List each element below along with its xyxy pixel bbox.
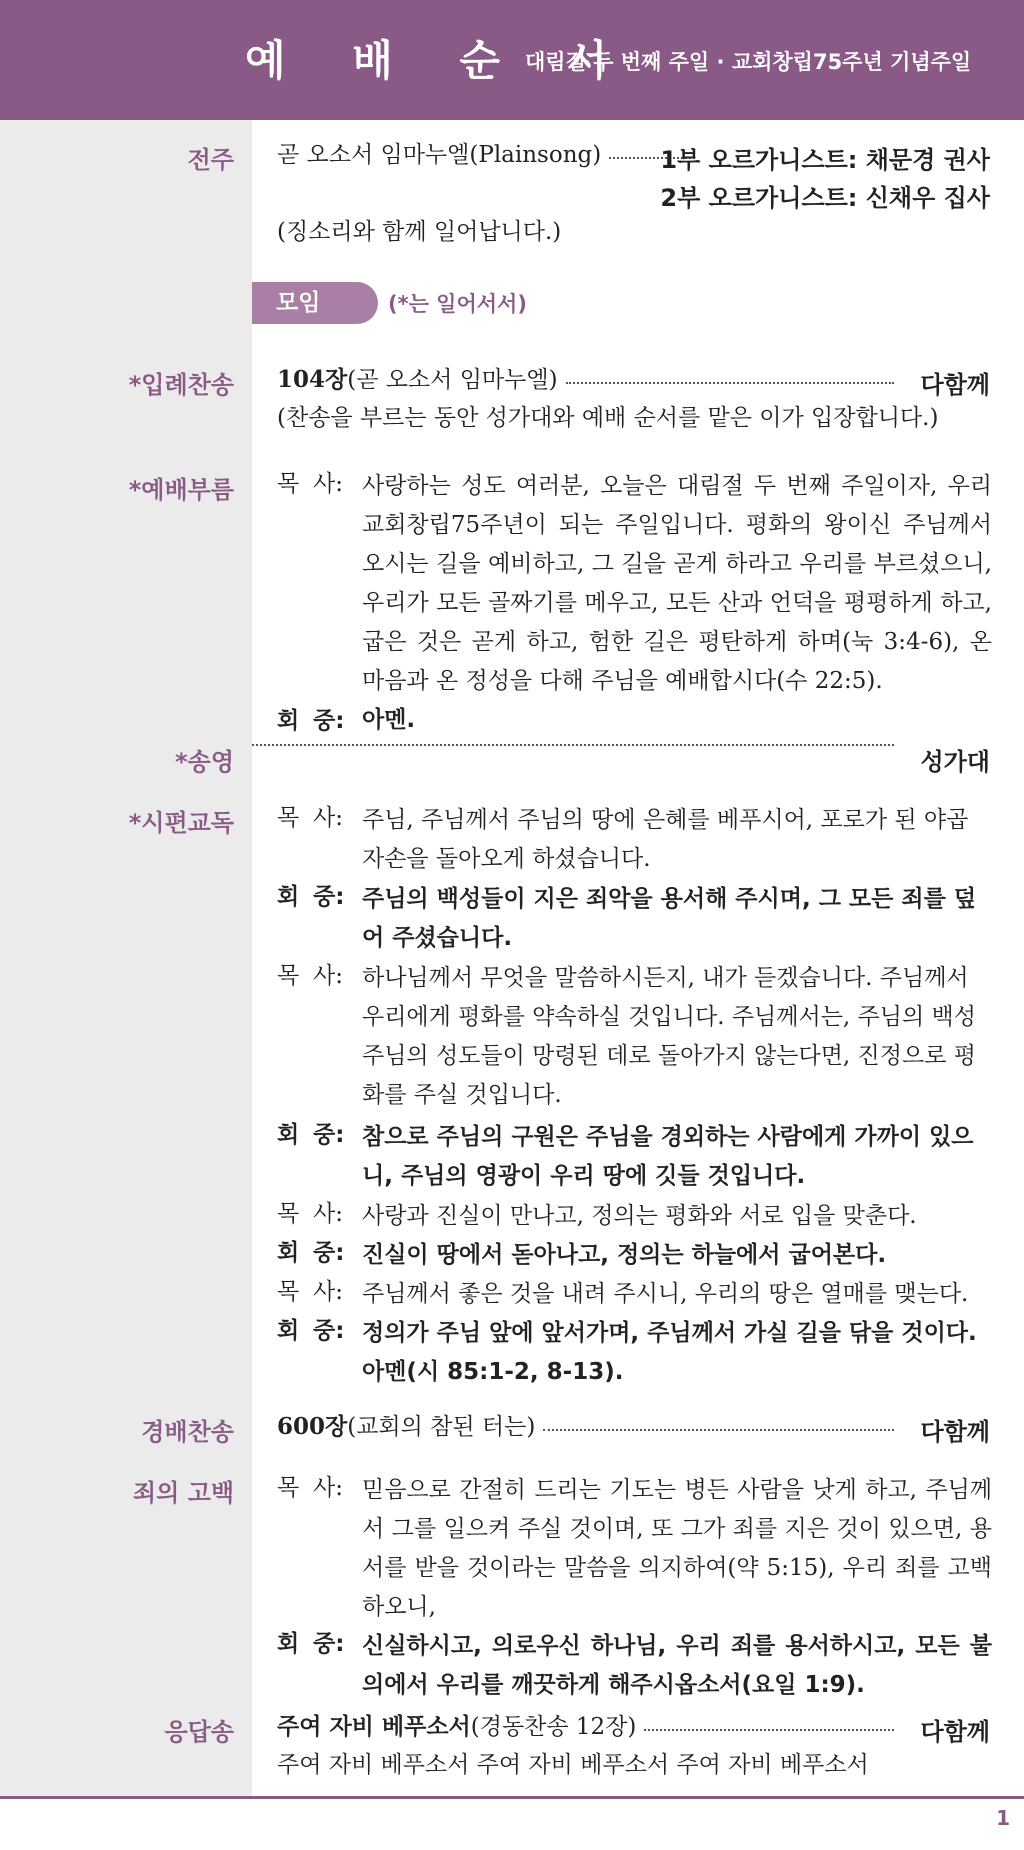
response-label: 응답송 (164, 1718, 234, 1746)
entrance-hymn-label: *입례찬송 (128, 371, 234, 399)
speaker-congregation: 회 중: (277, 1318, 345, 1344)
response-row (277, 1710, 902, 1744)
leader-dots (252, 744, 894, 746)
speaker-congregation: 회 중: (277, 884, 345, 910)
response-lyrics: 주여 자비 베푸소서 주여 자비 베푸소서 주여 자비 베푸소서 (277, 1752, 869, 1778)
call-to-worship-label: *예배부름 (128, 476, 234, 504)
prelude-label: 전주 (187, 146, 234, 174)
footer-rule (0, 1796, 1024, 1799)
hymn-number: 104장 (277, 366, 348, 393)
psalm-line: 진실이 땅에서 돋아나고, 정의는 하늘에서 굽어본다. (362, 1242, 887, 1268)
response-performer: 다함께 (920, 1718, 990, 1746)
leader-dots (543, 1429, 894, 1431)
leader-dots (566, 382, 894, 384)
psalm-line: 정의가 주님 앞에 앞서가며, 주님께서 가실 길을 닦을 것이다. 아멘(시 85:1-2, 8-13). (362, 1320, 977, 1385)
page-number: 1 (996, 1806, 1010, 1830)
hymn-number: 600장 (277, 1413, 348, 1440)
page-title: 예 배 순 서 (245, 36, 634, 85)
speaker-pastor: 목 사: (277, 805, 343, 831)
hymn-title: (곧 오소서 임마누엘) (347, 367, 558, 393)
doxology-performer: 성가대 (920, 748, 990, 776)
speaker-pastor: 목 사: (277, 963, 343, 989)
psalm-line: 사랑과 진실이 만나고, 정의는 평화와 서로 입을 맞춘다. (362, 1203, 917, 1229)
page-subtitle: 대림절 두 번째 주일 · 교회창립75주년 기념주일 (525, 50, 972, 74)
prelude-note: (징소리와 함께 일어납니다.) (277, 219, 562, 245)
confession-pastor-text: 믿음으로 간절히 드리는 기도는 병든 사람을 낫게 하고, 주님께서 그를 일으켜 주실 것이며, 또 그가 죄를 지은 것이 있으면, 용서를 받을 것이라는 말씀을 의지하여(약 5:15), 우리 죄를 고백하오니, (362, 1477, 992, 1620)
worship-hymn-performer: 다함께 (920, 1418, 990, 1446)
entrance-hymn-performer: 다함께 (920, 371, 990, 399)
prelude-title: 곧 오소서 임마누엘(Plainsong) (277, 142, 602, 168)
leader-dots (644, 1729, 894, 1731)
confession-response: 신실하시고, 의로우신 하나님, 우리 죄를 용서하시고, 모든 불의에서 우리를 깨끗하게 해주시옵소서(요일 1:9). (362, 1633, 992, 1698)
prelude-row (277, 138, 703, 172)
response-source: (경동찬송 12장) (470, 1714, 637, 1740)
section-note: (*는 일어서서) (388, 292, 527, 316)
response-title: 주여 자비 베푸소서 (277, 1714, 471, 1740)
psalm-line: 주님의 백성들이 지은 죄악을 용서해 주시며, 그 모든 죄를 덮어 주셨습니다. (362, 886, 977, 951)
doxology-row (252, 741, 902, 743)
speaker-congregation: 회 중: (277, 1122, 345, 1148)
speaker-pastor: 목 사: (277, 1279, 343, 1305)
doxology-label: *송영 (175, 748, 234, 776)
call-to-worship-response: 아멘. (362, 707, 416, 733)
worship-hymn-row (277, 1410, 902, 1444)
speaker-congregation: 회 중: (277, 1240, 345, 1266)
psalm-line: 하나님께서 무엇을 말씀하시든지, 내가 듣겠습니다. 주님께서 우리에게 평화를 약속하실 것입니다. 주님께서는, 주님의 백성 주님의 성도들이 망령된 데로 돌아가지 않는다면, 진정으로 평화를 주실 것입니다. (362, 965, 976, 1108)
prelude-organist-1: 1부 오르가니스트: 채문경 권사 (660, 146, 990, 174)
hymn-title: (교회의 참된 터는) (347, 1414, 536, 1440)
entrance-hymn-row (277, 363, 902, 397)
speaker-pastor: 목 사: (277, 1201, 343, 1227)
confession-label: 죄의 고백 (132, 1479, 234, 1507)
section-pill: 모임 (252, 282, 378, 324)
call-to-worship-pastor-text: 사랑하는 성도 여러분, 오늘은 대림절 두 번째 주일이자, 우리 교회창립75주년이 되는 주일입니다. 평화의 왕이신 주님께서 오시는 길을 예비하고, 그 길을 곧게 하라고 우리를 부르셨으니, 우리가 모든 골짜기를 메우고, 모든 산과 언덕을 평평하게 하고, 굽은 것은 곧게 하고, 험한 길은 평탄하게 하며(눅 3:4-6), 온 마음과 온 정성을 다해 주님을 예배합시다(수 22:5). (362, 473, 992, 694)
speaker-pastor: 목 사: (277, 471, 343, 497)
speaker-congregation: 회 중: (277, 708, 345, 734)
speaker-congregation: 회 중: (277, 1631, 345, 1657)
psalm-reading-label: *시편교독 (128, 809, 234, 837)
psalm-line: 참으로 주님의 구원은 주님을 경외하는 사람에게 가까이 있으니, 주님의 영광이 우리 땅에 깃들 것입니다. (362, 1124, 974, 1189)
prelude-organist-2: 2부 오르가니스트: 신채우 집사 (660, 184, 990, 212)
psalm-line: 주님, 주님께서 주님의 땅에 은혜를 베푸시어, 포로가 된 야곱 자손을 돌아오게 하셨습니다. (362, 807, 969, 872)
psalm-line: 주님께서 좋은 것을 내려 주시니, 우리의 땅은 열매를 맺는다. (362, 1281, 969, 1307)
worship-hymn-label: 경배찬송 (141, 1418, 234, 1446)
header-banner (0, 0, 1024, 120)
speaker-pastor: 목 사: (277, 1475, 343, 1501)
entrance-hymn-note: (찬송을 부르는 동안 성가대와 예배 순서를 맡은 이가 입장합니다.) (277, 405, 939, 431)
